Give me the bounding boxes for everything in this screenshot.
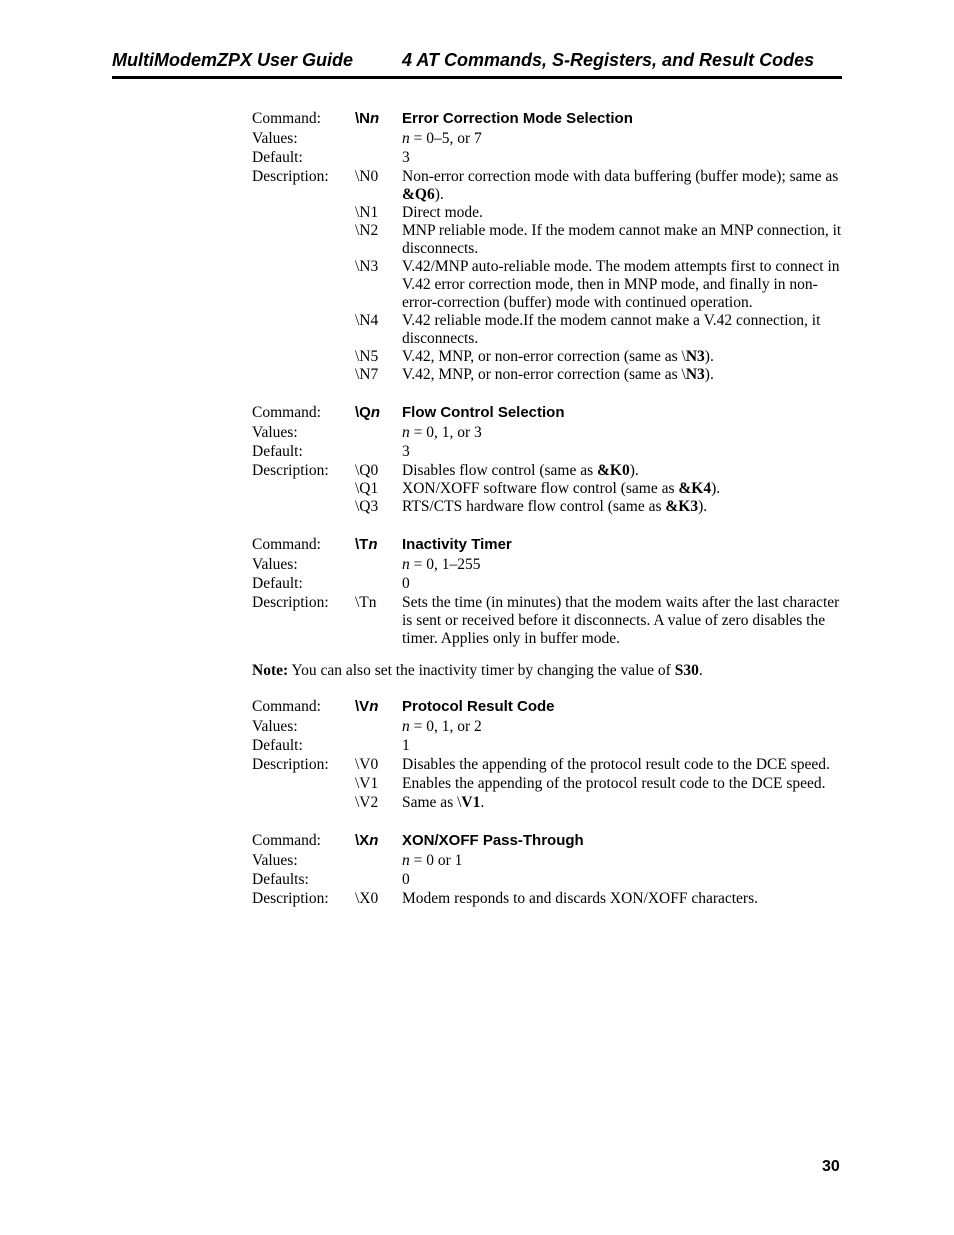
option-description: V.42, MNP, or non-error correction (same as \N3). <box>402 366 714 383</box>
option-description: V.42, MNP, or non-error correction (same as \N3). <box>402 348 714 365</box>
guide-title: MultiModemZPX User Guide <box>112 50 354 70</box>
option-code: \N2 <box>355 222 379 239</box>
command-block-n <box>252 110 842 384</box>
values-label: Values: <box>252 130 298 147</box>
option-code: \N4 <box>355 312 379 329</box>
default-value: 1 <box>402 737 410 754</box>
note-label: Note: <box>252 662 289 679</box>
values-text: n = 0–5, or 7 <box>402 130 482 147</box>
command-title: Protocol Result Code <box>402 698 555 715</box>
command-code: \Nn <box>355 110 380 127</box>
command-label: Command: <box>252 404 321 421</box>
values-text: n = 0 or 1 <box>402 852 463 869</box>
command-label: Command: <box>252 832 321 849</box>
option-code: \N5 <box>355 348 379 365</box>
command-block-q <box>252 404 842 516</box>
page-number: 30 <box>822 1158 840 1175</box>
option-code: \V0 <box>355 756 379 773</box>
command-block-t <box>252 536 842 648</box>
command-label: Command: <box>252 110 321 127</box>
option-code: \N0 <box>355 168 379 185</box>
command-label: Command: <box>252 698 321 715</box>
defaults-label: Defaults: <box>252 871 309 888</box>
values-text: n = 0, 1, or 2 <box>402 718 482 735</box>
option-description: Enables the appending of the protocol result code to the DCE speed. <box>402 775 826 792</box>
option-code: \Q3 <box>355 498 379 515</box>
option-description: RTS/CTS hardware flow control (same as &K3). <box>402 498 708 515</box>
command-code: \Qn <box>355 404 381 421</box>
option-description: Sets the time (in minutes) that the modem waits after the last character is sent or received before it disconnects. A value of zero disables the timer. Applies only in buffer mode. <box>402 594 840 647</box>
option-code: \X0 <box>355 890 379 907</box>
chapter-title: 4 AT Commands, S-Registers, and Result Codes <box>402 50 815 70</box>
description-label: Description: <box>252 462 329 479</box>
command-block-v <box>252 698 842 812</box>
option-code: \Q0 <box>355 462 379 479</box>
values-label: Values: <box>252 424 298 441</box>
option-description: Disables flow control (same as &K0). <box>402 462 639 479</box>
page-header <box>112 46 842 79</box>
command-title: Error Correction Mode Selection <box>402 110 633 127</box>
option-description: Same as \V1. <box>402 794 485 811</box>
description-label: Description: <box>252 594 329 611</box>
values-text: n = 0, 1, or 3 <box>402 424 482 441</box>
option-description: Direct mode. <box>402 204 483 221</box>
values-text: n = 0, 1–255 <box>402 556 481 573</box>
option-code: \V2 <box>355 794 379 811</box>
command-list <box>252 110 842 928</box>
command-code: \Vn <box>355 698 379 715</box>
option-code: \N7 <box>355 366 379 383</box>
default-value: 3 <box>402 443 410 460</box>
option-code: \N1 <box>355 204 379 221</box>
option-description: V.42/MNP auto-reliable mode. The modem attempts first to connect in V.42 error correction mode, then in MNP mode, and finally in non-error-correction (buffer) mode with continued operation. <box>402 258 840 311</box>
description-label: Description: <box>252 168 329 185</box>
default-label: Default: <box>252 575 303 592</box>
default-value: 3 <box>402 149 410 166</box>
command-block-x <box>252 832 842 908</box>
default-label: Default: <box>252 737 303 754</box>
values-label: Values: <box>252 852 298 869</box>
option-description: Disables the appending of the protocol result code to the DCE speed. <box>402 756 830 773</box>
default-label: Default: <box>252 443 303 460</box>
values-label: Values: <box>252 556 298 573</box>
command-title: Inactivity Timer <box>402 536 512 553</box>
command-label: Command: <box>252 536 321 553</box>
description-label: Description: <box>252 890 329 907</box>
option-code: \Q1 <box>355 480 379 497</box>
option-description: Modem responds to and discards XON/XOFF characters. <box>402 890 759 907</box>
option-description: MNP reliable mode. If the modem cannot make an MNP connection, it disconnects. <box>402 222 842 257</box>
option-description: Non-error correction mode with data buffering (buffer mode); same as &Q6). <box>402 168 839 203</box>
option-code: \N3 <box>355 258 379 275</box>
default-value: 0 <box>402 871 410 888</box>
default-label: Default: <box>252 149 303 166</box>
default-value: 0 <box>402 575 410 592</box>
option-code: \Tn <box>355 594 377 611</box>
command-code: \Tn <box>355 536 378 553</box>
option-code: \V1 <box>355 775 379 792</box>
option-description: V.42 reliable mode.If the modem cannot make a V.42 connection, it disconnects. <box>402 312 821 347</box>
inactivity-note: Note: You can also set the inactivity timer by changing the value of S30. <box>252 662 703 679</box>
command-title: Flow Control Selection <box>402 404 565 421</box>
command-title: XON/XOFF Pass-Through <box>402 832 584 849</box>
command-code: \Xn <box>355 832 379 849</box>
option-description: XON/XOFF software flow control (same as &K4). <box>402 480 721 497</box>
values-label: Values: <box>252 718 298 735</box>
description-label: Description: <box>252 756 329 773</box>
